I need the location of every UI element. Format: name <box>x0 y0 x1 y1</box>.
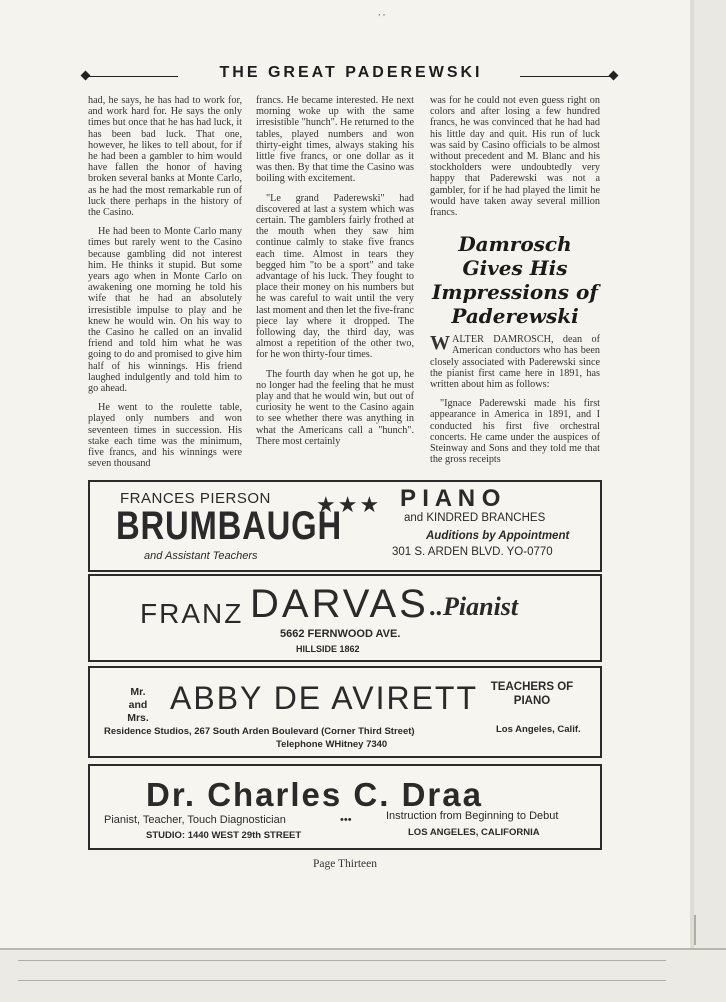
drop-cap: W <box>430 332 450 355</box>
paragraph: "Le grand Paderewski" had discovered at last a system which was certain. The gamblers fairly frothed at the mouth when they saw him continue calmly to stake five francs each time. Almost in tears they begged him "to be a sport" and take advantage of his luck. They fought to place their money on his numbers but he was careful to wait until the very last moment and then let the five-franc piece lay where it dropped. The following day, the third day, was almost a repetition of the other two, for he won thirty-four times. <box>256 192 414 361</box>
ad1-name-big: BRUMBAUGH <box>116 504 343 548</box>
ad4-instruction: Instruction from Beginning to Debut <box>386 810 559 822</box>
ad3-city: Los Angeles, Calif. <box>496 724 581 735</box>
article-column-3 <box>430 95 600 473</box>
ad-brumbaugh <box>88 480 602 572</box>
ad3-name: ABBY DE AVIRETT <box>170 680 479 716</box>
underlying-page-edge <box>0 948 726 1002</box>
ad2-last-name: DARVAS <box>250 582 429 626</box>
paragraph: had, he says, he has had to work for, and work hard for. He says the only times but once that he has had luck, it has been bad luck. That one, however, he likes to tell about, for if he had been a gambler to him would have fallen the honor of having broken several banks at Monte Carlo, as he had the most remarkable run of luck there perhaps in the history of the Casino. <box>88 95 242 219</box>
ad4-name: Dr. Charles C. Draa <box>146 776 483 813</box>
header-rule-left <box>88 76 178 77</box>
ad3-phone: Telephone WHitney 7340 <box>276 739 388 750</box>
paragraph: He had been to Monte Carlo many times but rarely went to the Casino because gambling did not interest him. He thinks it stupid. But some years ago when in Monte Carlo on awakening one morning he told his wife that he had an absolutely irresistible impulse to play and he knew he would win. On his way to the Casino he called on an invalid friend and told him what he was going to do and promised to give him half of his winnings. His friend laughed indulgently and told him to go ahead. <box>88 226 242 395</box>
article-column-1 <box>88 95 242 478</box>
ad1-name-small: FRANCES PIERSON <box>120 490 271 507</box>
ad1-subject: P I A N O <box>400 485 501 512</box>
edge-line <box>18 980 666 981</box>
ad1-auditions: Auditions by Appointment <box>426 530 570 542</box>
article-column-2 <box>256 95 414 455</box>
ad1-address: 301 S. ARDEN BLVD. YO-0770 <box>392 546 553 558</box>
paragraph: "Ignace Paderewski made his first appearance in America in 1891, and I conducted his first five orchestral concerts. He came under the auspices of Steinway and Sons and they told me that the gross receipts <box>430 398 600 466</box>
ad1-stars: ★★★ <box>316 492 382 517</box>
ad4-city: LOS ANGELES, CALIFORNIA <box>408 827 540 838</box>
ad3-studio: Residence Studios, 267 South Arden Boulevard (Corner Third Street) <box>104 726 415 737</box>
page-corner-fold <box>680 915 696 945</box>
damrosch-intro <box>430 334 600 390</box>
ad1-branches: and KINDRED BRANCHES <box>404 512 546 524</box>
ad1-assistants: and Assistant Teachers <box>144 550 258 562</box>
ad-darvas <box>88 574 602 662</box>
paragraph: The fourth day when he got up, he no longer had the feeling that he must play and that he would win, but out of curiosity he went to the Casino again to see whether there was anything in what the Americans call a "hunch". There most certainly <box>256 368 414 447</box>
damrosch-intro-text: ALTER DAMROSCH, dean of American conductors who has been closely associated with Paderewski since the pianist first came here in 1891, has written about him as follows: <box>430 334 600 391</box>
paragraph: francs. He became interested. He next morning woke up with the same irresistible "hunch". He returned to the tables, played numbers and won thirty-eight times, always staking his little five francs, or one dollar as it was then. By that time the Casino was boiling with excitement. <box>256 95 414 185</box>
ad4-role: Pianist, Teacher, Touch Diagnostician <box>104 814 286 826</box>
damrosch-headline: Damrosch Gives His Impressions of Paderewski <box>432 232 598 329</box>
ad-draa <box>88 764 602 850</box>
ad2-phone: HILLSIDE 1862 <box>296 644 360 654</box>
ad-de-avirett <box>88 666 602 758</box>
header-rule-right <box>520 76 612 77</box>
page-header <box>80 64 620 84</box>
ad2-role: ..Pianist <box>430 592 519 621</box>
paragraph: was for he could not even guess right on colors and after losing a few hundred francs, he was convinced that he had had his little day and quit. His run of luck was said by Casino officials to be almost without precedent and M. Blanc and his stockholders were undoubtedly very happy that Paderewski was not a gambler, for if he had played the limit he would have taken away several million francs. <box>430 95 600 219</box>
binding-marks: ‚ ‚ <box>378 8 386 17</box>
ad2-address: 5662 FERNWOOD AVE. <box>280 628 401 640</box>
ad3-role: TEACHERS OF PIANO <box>490 681 574 707</box>
page-number: Page Thirteen <box>313 858 377 870</box>
ad2-first-name: FRANZ <box>140 598 244 629</box>
ad3-prefix: Mr. and Mrs. <box>127 686 149 724</box>
paragraph: He went to the roulette table, played only numbers and won seventeen times in succession. His stake each time was the minimum, five francs, and his winnings were seven thousand <box>88 402 242 470</box>
header-diamond-right <box>609 71 619 81</box>
ad4-dots: ••• <box>340 814 352 826</box>
edge-line <box>18 960 666 961</box>
ad4-studio: STUDIO: 1440 WEST 29th STREET <box>146 830 302 841</box>
page-title: THE GREAT PADEREWSKI <box>219 64 483 81</box>
